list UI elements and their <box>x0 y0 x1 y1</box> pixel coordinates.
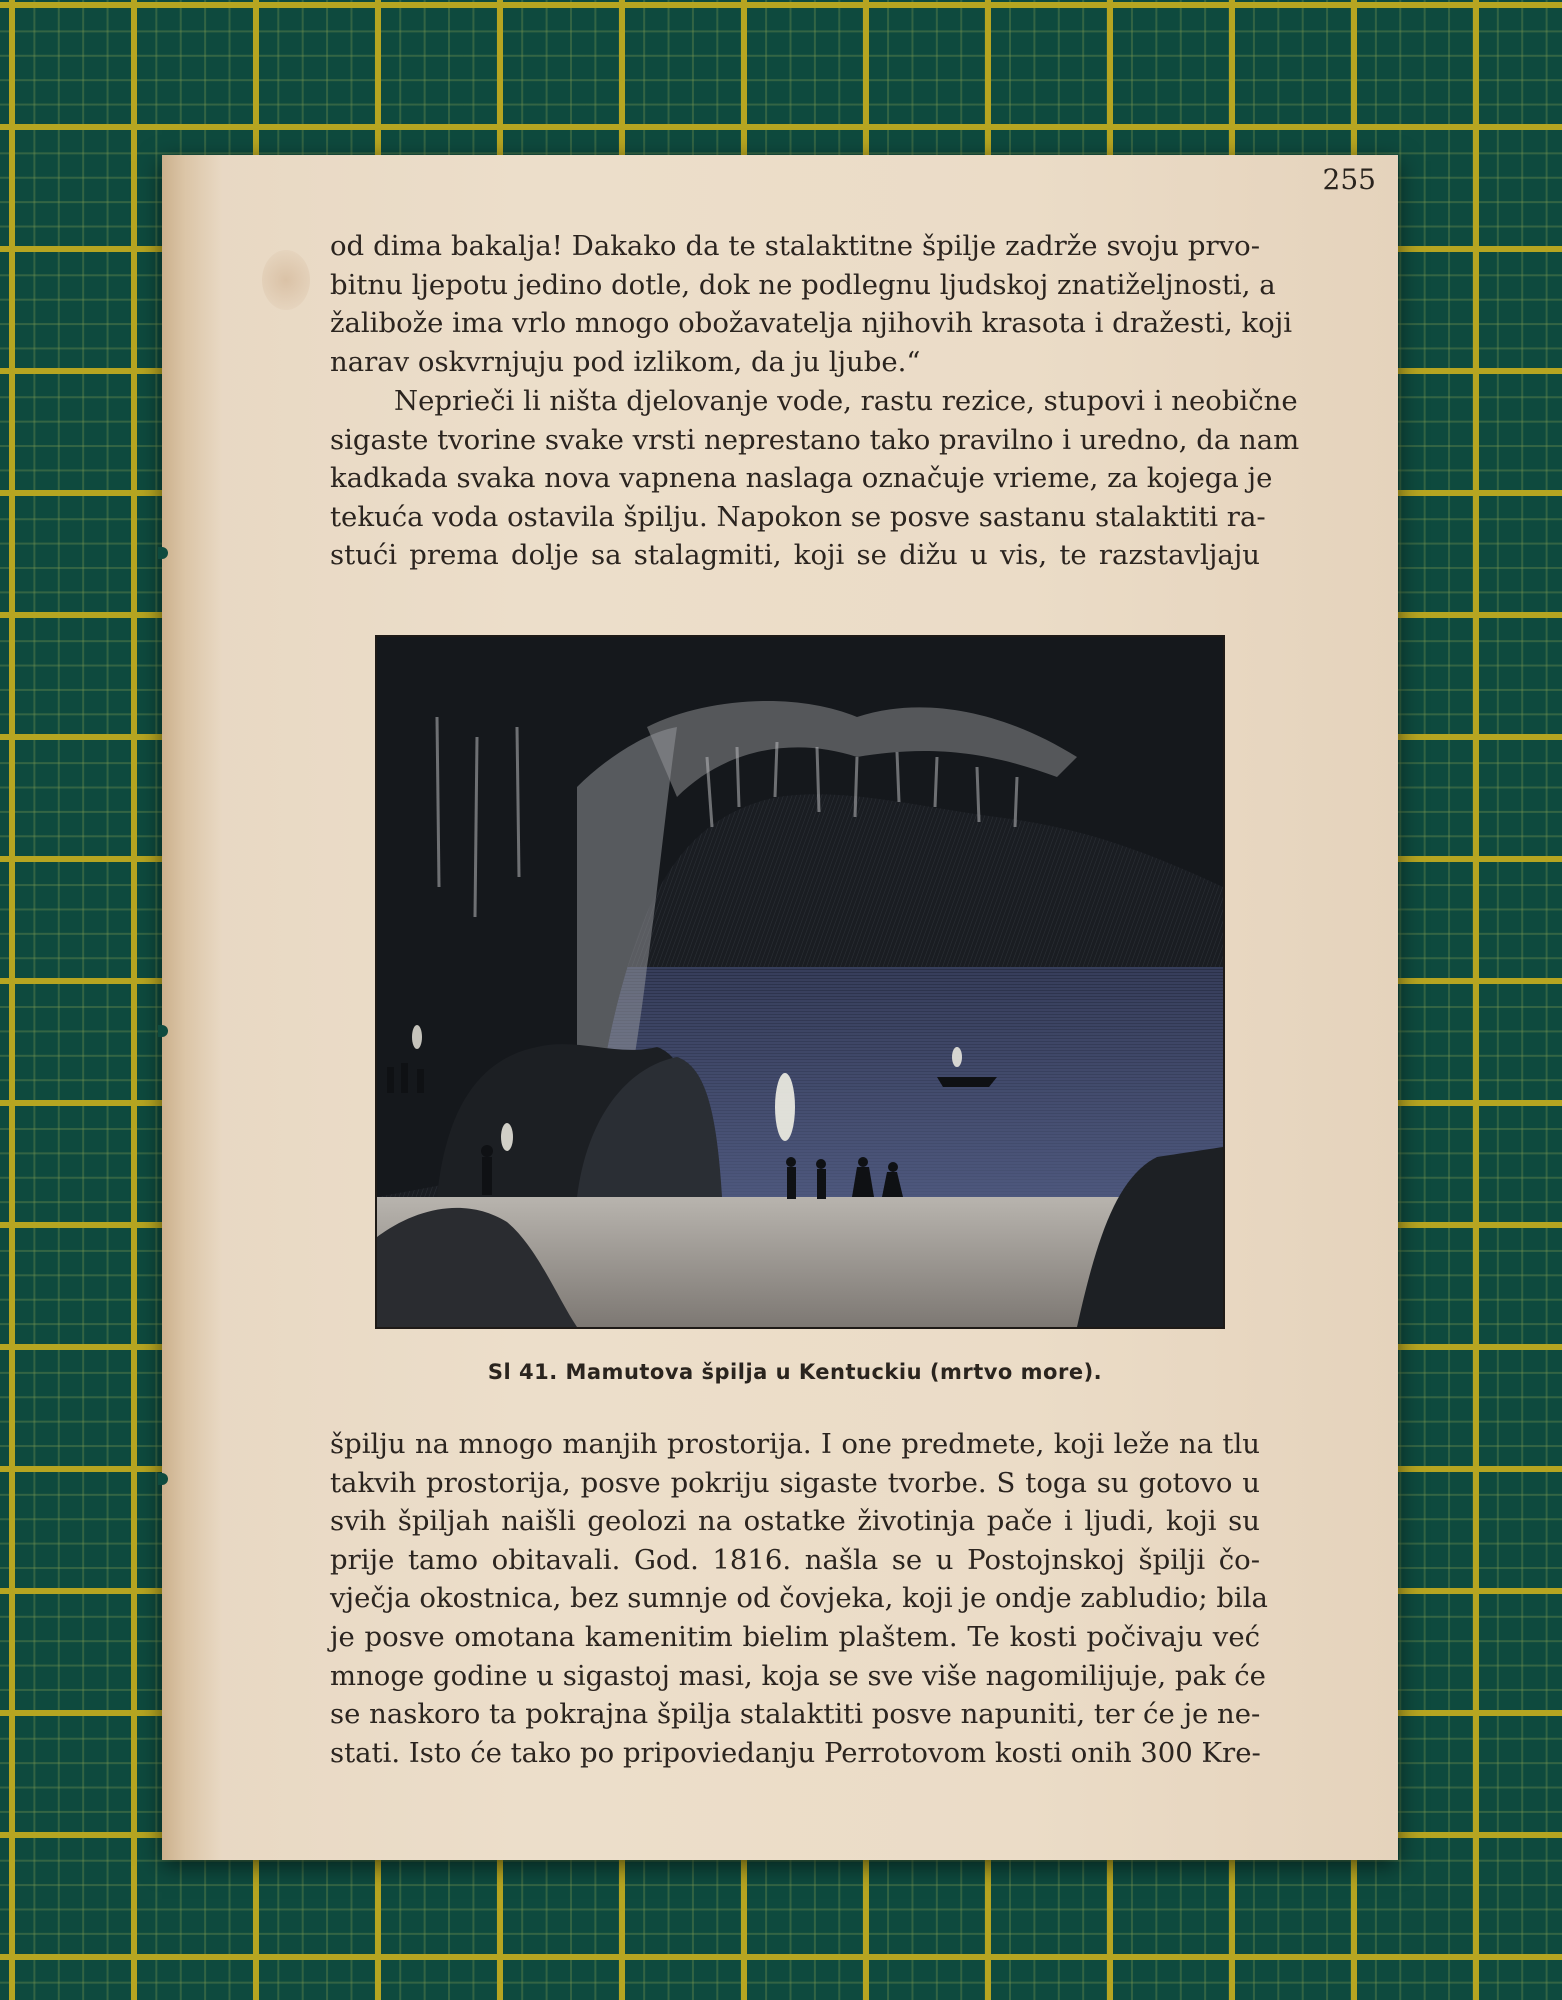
engraving-image <box>377 637 1223 1327</box>
page-number: 255 <box>1322 163 1376 196</box>
binding-hole <box>158 1473 168 1485</box>
text-line: stući prema dolje sa stalagmiti, koji se dižu u vis, te razstavljaju <box>330 539 1260 572</box>
text-line: od dima bakalja! Dakako da te stalaktitne špilje zadrže svoju prvo- <box>330 230 1260 262</box>
text-line: narav oskvrnjuju pod izlikom, da ju ljube.“ <box>330 345 921 378</box>
text-line: špilju na mnogo manjih prostorija. I one predmete, koji leže na tlu <box>330 1428 1260 1460</box>
cave-illustration <box>375 635 1225 1329</box>
text-line: bitnu ljepotu jedino dotle, dok ne podlegnu ljudskoj znatiželjnosti, a <box>330 268 1276 301</box>
text-line: je posve omotana kamenitim bielim plaštem. Te kosti počivaju već <box>330 1620 1260 1653</box>
text-line: prije tamo obitavali. God. 1816. našla se u Postojnskoj špilji čo- <box>330 1543 1260 1576</box>
paragraph-2 <box>330 382 1300 575</box>
text-line: kadkada svaka nova vapnena naslaga označuje vrieme, za kojega je <box>330 462 1273 495</box>
paragraph-3 <box>330 1425 1268 1772</box>
text-line: Neprieči li ništa djelovanje vode, rastu rezice, stupovi i neobične <box>394 385 1298 417</box>
text-line: žalibože ima vrlo mnogo obožavatelja njihovih krasota i dražesti, koji <box>330 307 1293 340</box>
text-line: sigaste tvorine svake vrsti neprestano tako pravilno i uredno, da nam <box>330 423 1300 456</box>
text-line: stati. Isto će tako po pripoviedanju Perrotovom kosti onih 300 Kre- <box>330 1736 1261 1769</box>
book-page <box>162 155 1398 1860</box>
text-line: tekuća voda ostavila špilju. Napokon se posve sastanu stalaktiti ra- <box>330 500 1266 533</box>
text-line: mnoge godine u sigastoj masi, koja se sve više nagomilijuje, pak će <box>330 1659 1266 1692</box>
paragraph-1 <box>330 227 1293 381</box>
text-line: takvih prostorija, posve pokriju sigaste tvorbe. S toga su gotovo u <box>330 1466 1260 1499</box>
text-line: vječja okostnica, bez sumnje od čovjeka, koji je ondje zabludio; bila <box>330 1582 1268 1615</box>
text-line: svih špiljah naišli geolozi na ostatke životinja pače i ljudi, koji su <box>330 1505 1260 1538</box>
paper-stain <box>262 250 310 310</box>
figure-caption: Sl 41. Mamutova špilja u Kentuckiu (mrtvo more). <box>487 1360 1103 1384</box>
text-line: se naskoro ta pokrajna špilja stalaktiti posve napuniti, ter će je ne- <box>330 1698 1261 1731</box>
binding-hole <box>158 1025 168 1037</box>
binding-hole <box>158 547 168 559</box>
